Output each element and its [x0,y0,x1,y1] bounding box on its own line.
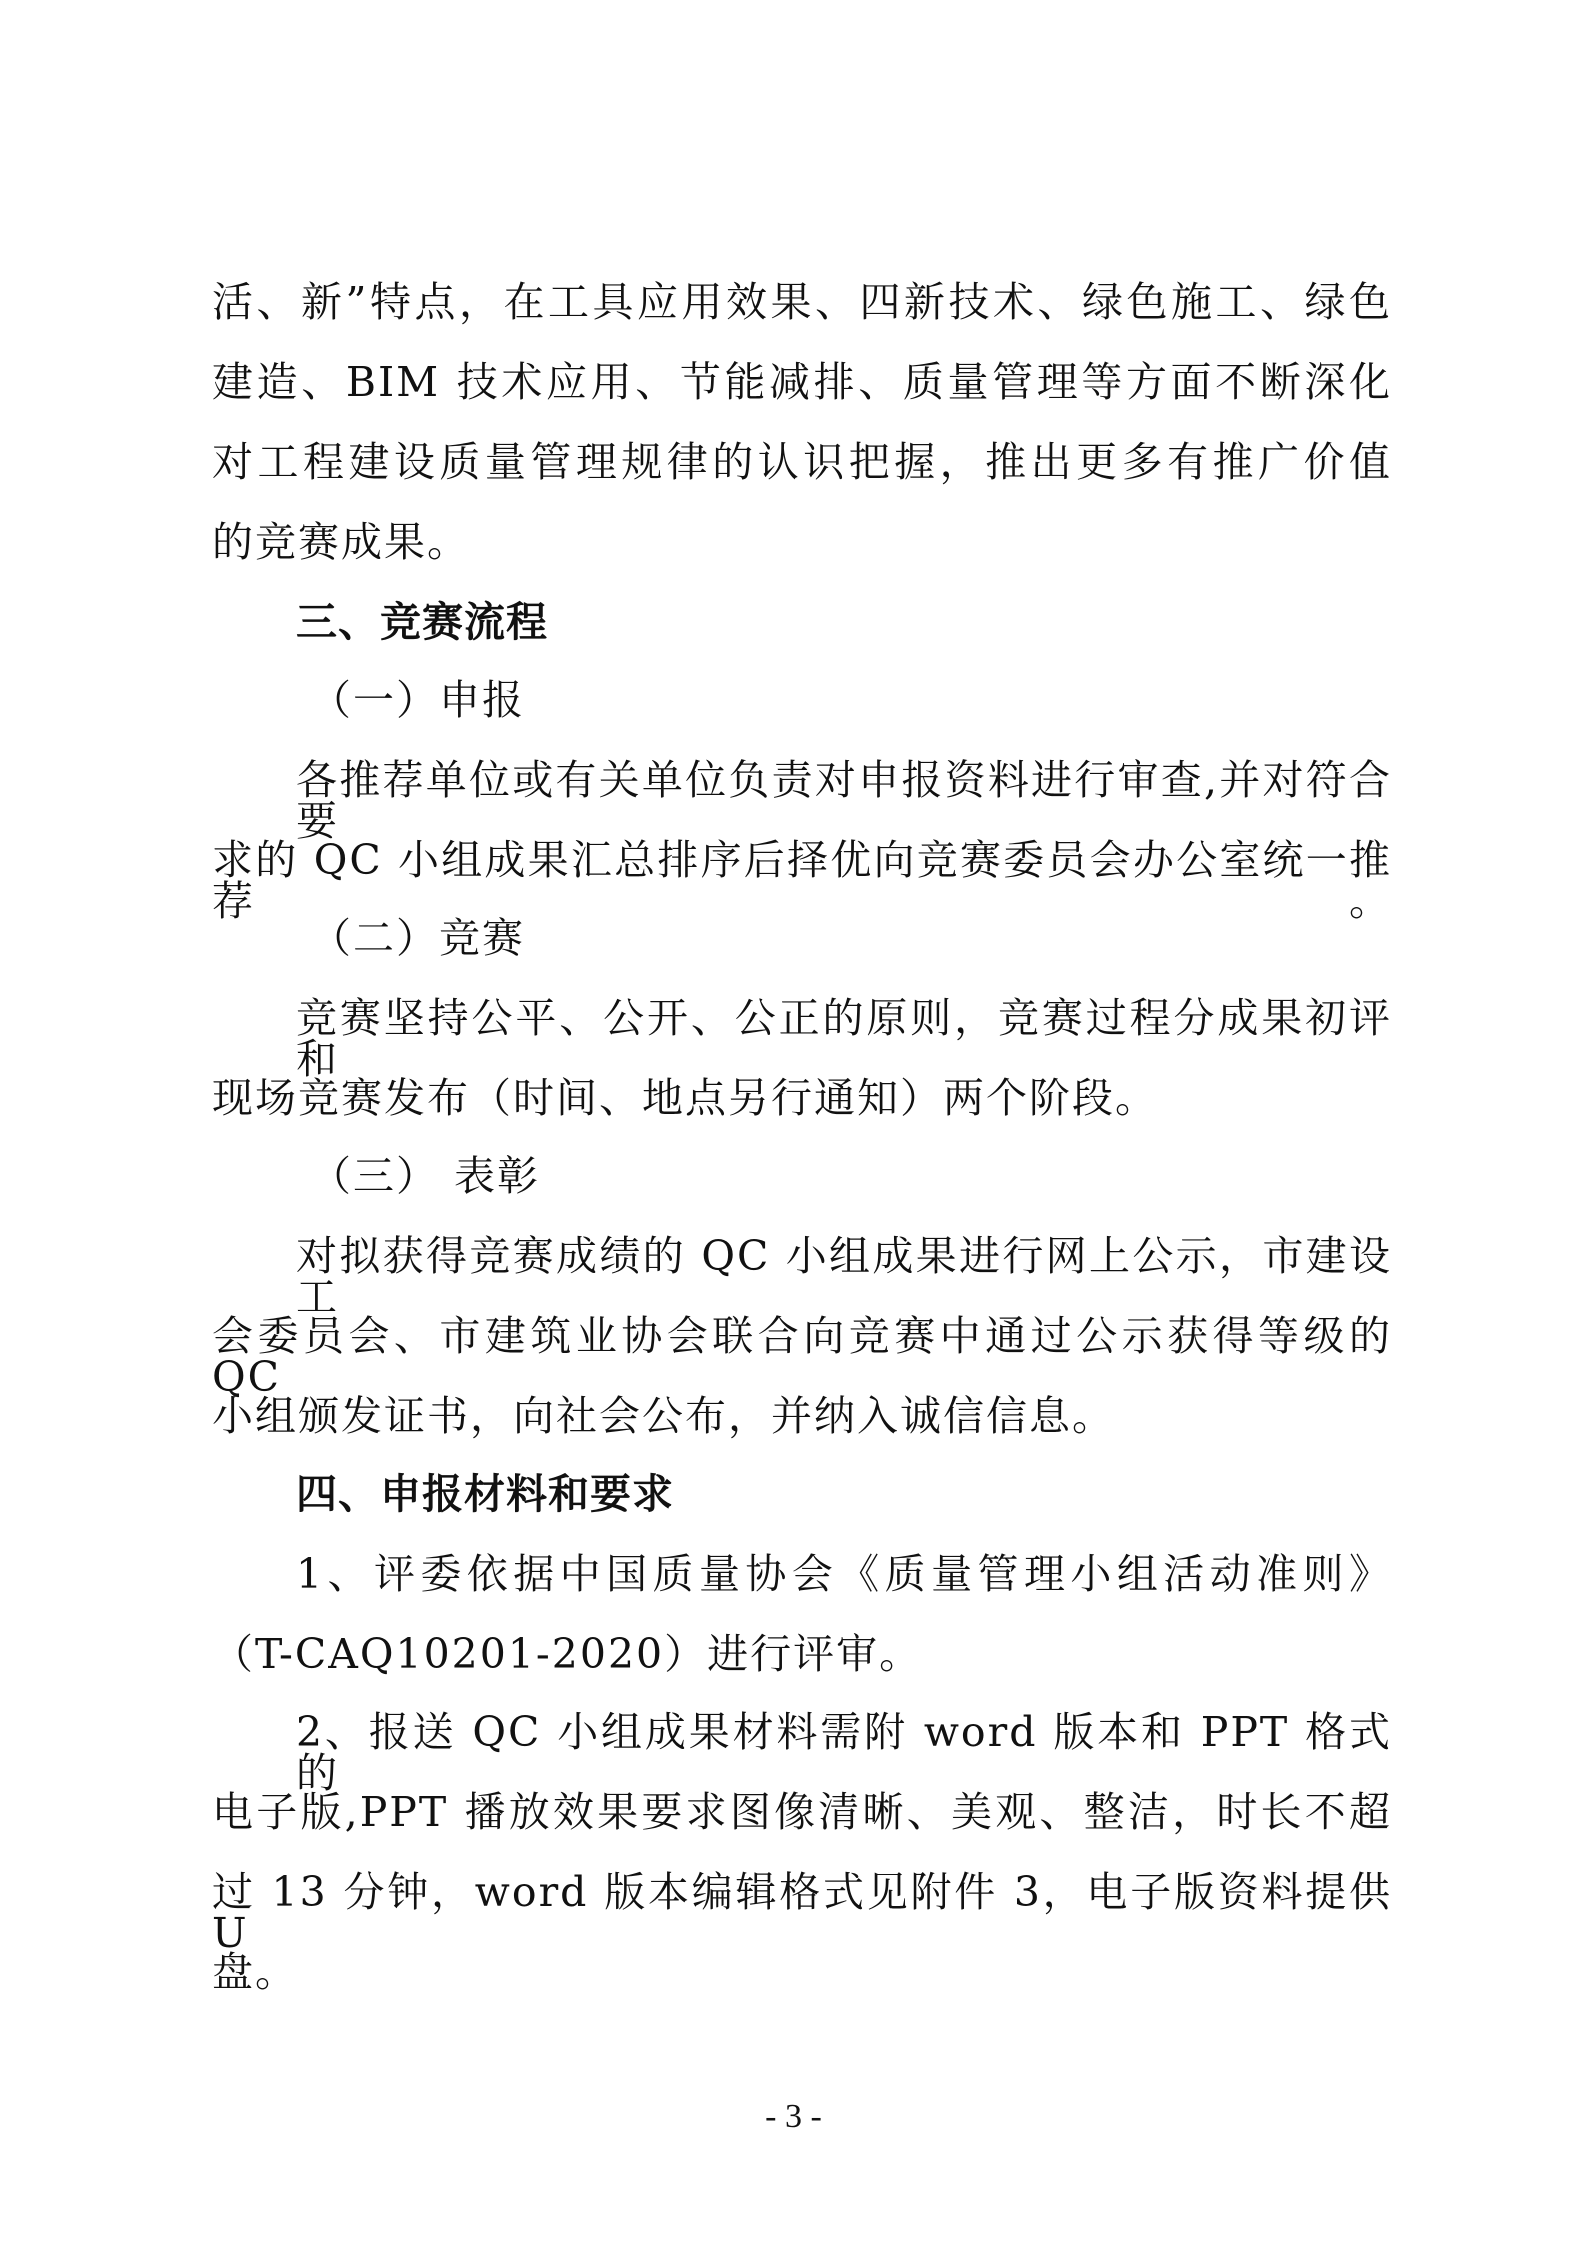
subsection-title: （一）申报 [310,676,525,724]
paragraph-line: 会委员会、市建筑业协会联合向竞赛中通过公示获得等级的 QC [212,1312,1392,1401]
paragraph-line: 的竞赛成果。 [212,518,470,566]
subsection-title: （二）竞赛 [310,914,525,962]
subsection-title: （三） 表彰 [310,1152,541,1200]
paragraph-line: 活、新”特点，在工具应用效果、四新技术、绿色施工、绿色 [212,278,1392,326]
paragraph-line: （T-CAQ10201-2020）进行评审。 [212,1630,923,1678]
paragraph-line: 竞赛坚持公平、公开、公正的原则，竞赛过程分成果初评和 [296,994,1392,1083]
paragraph-line: 对拟获得竞赛成绩的 QC 小组成果进行网上公示，市建设工 [296,1232,1392,1321]
page-number: - 3 - [765,2098,822,2135]
paragraph-line: 各推荐单位或有关单位负责对申报资料进行审查,并对符合要 [296,756,1392,845]
paragraph-line: 1、评委依据中国质量协会《质量管理小组活动准则》 [296,1550,1392,1598]
paragraph-line: 小组颁发证书，向社会公布，并纳入诚信信息。 [212,1392,1115,1440]
paragraph-line: 2、报送 QC 小组成果材料需附 word 版本和 PPT 格式的 [296,1708,1392,1797]
paragraph-line: 盘。 [212,1948,298,1996]
paragraph-line: 求的 QC 小组成果汇总排序后择优向竞赛委员会办公室统一推荐。 [212,836,1392,925]
paragraph-line: 现场竞赛发布（时间、地点另行通知）两个阶段。 [212,1074,1158,1122]
paragraph-line: 对工程建设质量管理规律的认识把握，推出更多有推广价值 [212,438,1392,486]
paragraph-line: 过 13 分钟，word 版本编辑格式见附件 3，电子版资料提供 U [212,1868,1392,1957]
paragraph-line: 电子版,PPT 播放效果要求图像清晰、美观、整洁，时长不超 [212,1788,1392,1836]
section-heading: 四、申报材料和要求 [296,1470,674,1518]
section-heading: 三、竞赛流程 [296,598,548,646]
paragraph-line: 建造、BIM 技术应用、节能减排、质量管理等方面不断深化 [212,358,1392,406]
